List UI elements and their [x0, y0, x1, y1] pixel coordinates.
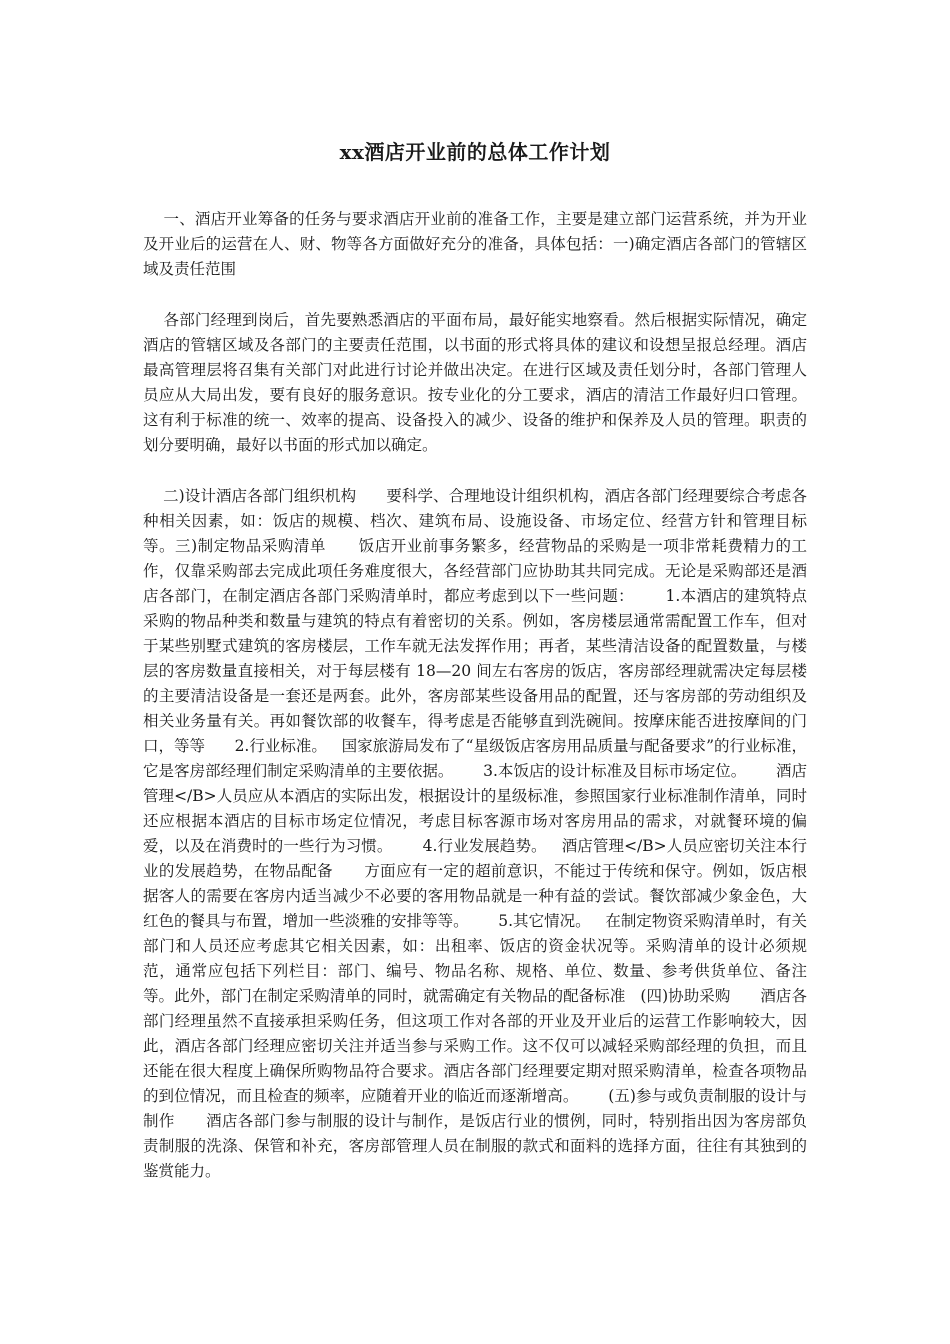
document-page: [143, 136, 837, 1210]
paragraph-organization-purchasing: 二)设计酒店各部门组织机构 要科学、合理地设计组织机构，酒店各部门经理要综合考虑各种相关因素，如：饭店的规模、档次、建筑布局、设施设备、市场定位、经营方针和管理目标等。三)制定物品采购清单 饭店开业前事务繁多，经营物品的采购是一项非常耗费精力的工作，仅靠采购部去完成此项任务难度很大，各经营部门应协助其共同完成。无论是采购部还是酒店各部门，在制定酒店各部门采购清单时，都应考虑到以下一些问题： 1.本酒店的建筑特点 采购的物品种类和数量与建筑的特点有着密切的关系。例如，客房楼层通常需配置工作车，但对于某些别墅式建筑的客房楼层，工作车就无法发挥作用；再者，某些清洁设备的配置数量，与楼层的客房数量直接相关，对于每层楼有 18—20 间左右客房的饭店，客房部经理就需决定每层楼的主要清洁设备是一套还是两套。此外，客房部某些设备用品的配置，还与客房部的劳动组织及相关业务量有关。再如餐饮部的收餐车，得考虑是否能够直到洗碗间。按摩床能否进按摩间的门口，等等 2.行业标准。 国家旅游局发布了“星级饭店客房用品质量与配备要求”的行业标准，它是客房部经理们制定采购清单的主要依据。 3.本饭店的设计标准及目标市场定位。 酒店管理</B>人员应从本酒店的实际出发，根据设计的星级标准，参照国家行业标准制作清单，同时还应根据本酒店的目标市场定位情况，考虑目标客源市场对客房用品的需求，对就餐环境的偏爱，以及在消费时的一些行为习惯。 4.行业发展趋势。 酒店管理</B>人员应密切关注本行业的发展趋势，在物品配备 方面应有一定的超前意识，不能过于传统和保守。例如，饭店根据客人的需要在客房内适当减少不必要的客用物品就是一种有益的尝试。餐饮部减少象金色，大红色的餐具与布置，增加一些淡雅的安排等等。 5.其它情况。 在制定物资采购清单时，有关部门和人员还应考虑其它相关因素，如：出租率、饭店的资金状况等。采购清单的设计必须规范，通常应包括下列栏目：部门、编号、物品名称、规格、单位、数量、参考供货单位、备注等。此外，部门在制定采购清单的同时，就需确定有关物品的配备标准 (四)协助采购 酒店各部门经理虽然不直接承担采购任务，但这项工作对各部的开业及开业后的运营工作影响较大，因此，酒店各部门经理应密切关注并适当参与采购工作。这不仅可以减轻采购部经理的负担，而且还能在很大程度上确保所购物品符合要求。酒店各部门经理要定期对照采购清单，检查各项物品的到位情况，而且检查的频率，应随着开业的临近而逐渐增高。 (五)参与或负责制服的设计与制作 酒店各部门参与制服的设计与制作，是饭店行业的惯例，同时，特别指出因为客房部负责制服的洗涤、保管和补充，客房部管理人员在制服的款式和面料的选择方面，往往有其独到的鉴赏能力。: [143, 487, 837, 1180]
paragraph-intro: 一、酒店开业筹备的任务与要求酒店开业前的准备工作，主要是建立部门运营系统，并为开业及开业后的运营在人、财、物等各方面做好充分的准备，具体包括：一)确定酒店各部门的管辖区域及责任范围: [143, 210, 807, 278]
document-title: xx酒店开业前的总体工作计划: [339, 140, 611, 164]
paragraph-responsibilities: 各部门经理到岗后，首先要熟悉酒店的平面布局，最好能实地察看。然后根据实际情况，确定酒店的管辖区域及各部门的主要责任范围，以书面的形式将具体的建议和设想呈报总经理。酒店最高管理层将召集有关部门对此进行讨论并做出决定。在进行区域及责任划分时，各部门管理人员应从大局出发，要有良好的服务意识。按专业化的分工要求，酒店的清洁工作最好归口管理。这有利于标准的统一、效率的提高、设备投入的减少、设备的维护和保养及人员的管理。职责的划分要明确，最好以书面的形式加以确定。: [143, 311, 807, 454]
